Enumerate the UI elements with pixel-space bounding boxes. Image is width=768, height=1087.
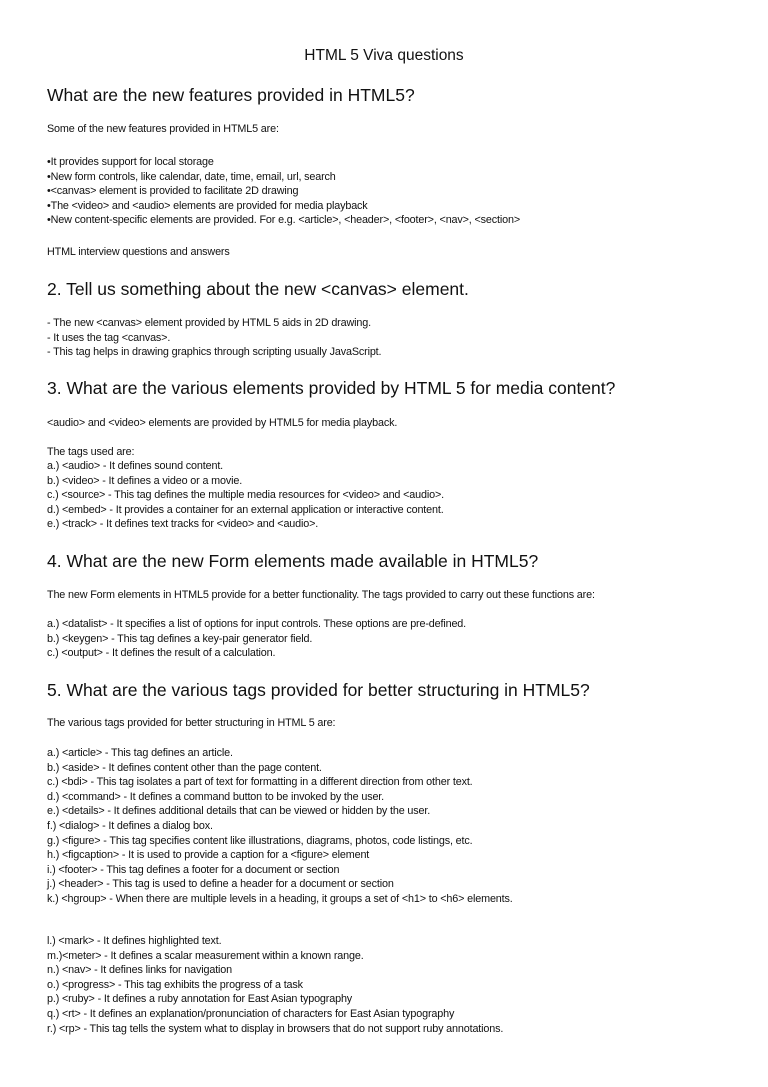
list-item: a.) <audio> - It defines sound content. (47, 460, 224, 472)
q3-heading: 3. What are the various elements provided by HTML 5 for media content? (47, 378, 616, 398)
q3-items (47, 459, 747, 532)
list-item: e.) <track> - It defines text tracks for <video> and <audio>. (47, 518, 319, 531)
list-item: c.) <bdi> - This tag isolates a part of text for formatting in a different direction from other text. (47, 776, 473, 789)
list-item: r.) <rp> - This tag tells the system what to display in browsers that do not support ruby annotations. (47, 1022, 504, 1035)
list-item: •The <video> and <audio> elements are provided for media playback (47, 199, 368, 212)
q5-items-continued (47, 934, 747, 1036)
list-item: e.) <details> - It defines additional details that can be viewed or hidden by the user. (47, 805, 431, 818)
list-item: a.) <article> - This tag defines an article. (47, 747, 233, 759)
list-item: h.) <figcaption> - It is used to provide a caption for a <figure> element (47, 849, 370, 862)
document-title: HTML 5 Viva questions (304, 47, 464, 64)
q5-heading: 5. What are the various tags provided for better structuring in HTML5? (47, 680, 590, 700)
list-item: •New form controls, like calendar, date, time, email, url, search (47, 170, 336, 183)
list-item: a.) <datalist> - It specifies a list of options for input controls. These options are pre-defined. (47, 618, 467, 630)
list-item: - It uses the tag <canvas>. (47, 331, 171, 344)
q3-intro: <audio> and <video> elements are provided by HTML5 for media playback. (47, 417, 398, 429)
q1-heading: What are the new features provided in HTML5? (47, 85, 415, 105)
list-item: k.) <hgroup> - When there are multiple levels in a heading, it groups a set of <h1> to <h6> elements. (47, 892, 513, 905)
list-item: i.) <footer> - This tag defines a footer for a document or section (47, 863, 340, 876)
list-item: o.) <progress> - This tag exhibits the progress of a task (47, 978, 303, 991)
list-item: d.) <embed> - It provides a container for an external application or interactive content. (47, 503, 444, 516)
q2-heading: 2. Tell us something about the new <canvas> element. (47, 279, 469, 299)
list-item: - This tag helps in drawing graphics through scripting usually JavaScript. (47, 346, 382, 359)
list-item: d.) <command> - It defines a command button to be invoked by the user. (47, 790, 384, 803)
list-item: p.) <ruby> - It defines a ruby annotation for East Asian typography (47, 993, 353, 1006)
q3-tags-label: The tags used are: (47, 446, 135, 458)
list-item: •New content-specific elements are provided. For e.g. <article>, <header>, <footer>, <nav>, <section> (47, 214, 520, 227)
q4-intro: The new Form elements in HTML5 provide for a better functionality. The tags provided to carry out these functions are: (47, 589, 595, 601)
list-item: m.)<meter> - It defines a scalar measurement within a known range. (47, 949, 364, 962)
list-item: b.) <aside> - It defines content other than the page content. (47, 761, 322, 774)
list-item: - The new <canvas> element provided by HTML 5 aids in 2D drawing. (47, 317, 371, 329)
q1-intro: Some of the new features provided in HTML5 are: (47, 123, 279, 135)
list-item: l.) <mark> - It defines highlighted text. (47, 935, 222, 947)
list-item: •It provides support for local storage (47, 156, 214, 168)
list-item: f.) <dialog> - It defines a dialog box. (47, 819, 213, 832)
list-item: g.) <figure> - This tag specifies content like illustrations, diagrams, photos, code listings, etc. (47, 834, 473, 847)
list-item: q.) <rt> - It defines an explanation/pronunciation of characters for East Asian typography (47, 1007, 455, 1020)
list-item: b.) <video> - It defines a video or a movie. (47, 474, 243, 487)
list-item: b.) <keygen> - This tag defines a key-pair generator field. (47, 632, 313, 645)
q5-intro: The various tags provided for better structuring in HTML 5 are: (47, 717, 336, 729)
list-item: n.) <nav> - It defines links for navigation (47, 964, 232, 977)
list-item: j.) <header> - This tag is used to define a header for a document or section (47, 878, 394, 891)
q2-lines (47, 316, 747, 360)
q5-items (47, 746, 747, 907)
list-item: c.) <output> - It defines the result of a calculation. (47, 647, 276, 660)
q4-heading: 4. What are the new Form elements made available in HTML5? (47, 551, 539, 571)
q1-note: HTML interview questions and answers (47, 246, 230, 258)
q4-items (47, 617, 747, 661)
q1-bullet-list (47, 155, 747, 228)
list-item: c.) <source> - This tag defines the multiple media resources for <video> and <audio>. (47, 489, 444, 502)
list-item: •<canvas> element is provided to facilitate 2D drawing (47, 185, 299, 198)
